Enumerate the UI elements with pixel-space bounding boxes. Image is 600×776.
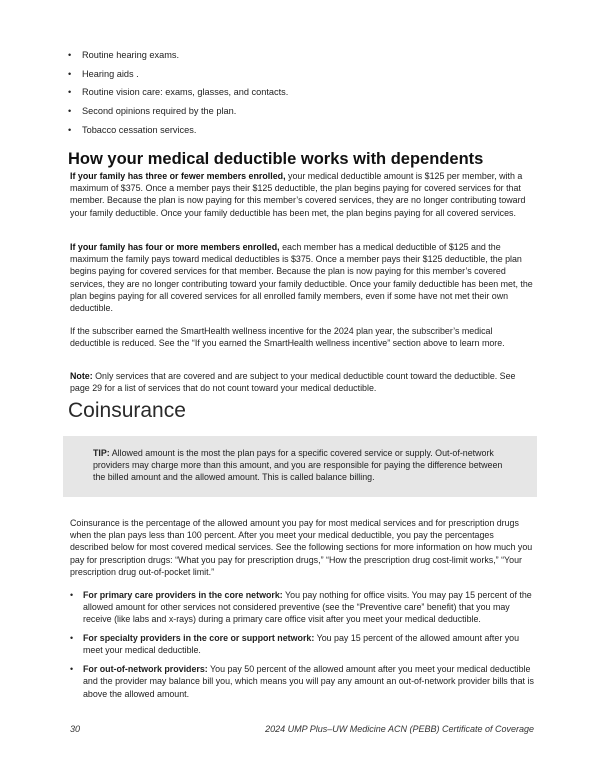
paragraph-body: each member has a medical deductible of $125 and the maximum the family pays toward medical deductibles is $375. Once a member pays their $125 deductible, the plan begins paying for covered services for that member. Because the plan is now paying for this member’s covered services, they are no longer contributing toward your family deductible. Once your family deductible has been met, the plan begins paying for all covered services for all enrolled family members, even if some have not met their own deductible.: [70, 242, 533, 314]
tip-body: Allowed amount is the most the plan pays for a specific covered service or supply. Out-of-network providers may charge more than this amount, and you are responsible for paying the difference between the billed amount and the allowed amount. This is called balance billing.: [93, 448, 503, 483]
paragraph-smarthealth: If the subscriber earned the SmartHealth wellness incentive for the 2024 plan year, the subscriber’s medical deductible is reduced. See the “If you earned the SmartHealth wellness incentive” section above to learn more.: [70, 326, 505, 349]
list-item-body: You pay 50 percent of the allowed amount after you meet your medical deductible and the provider may balance bill you, which means you will pay any amount an out-of-network provider bills that is above the allowed amount.: [83, 664, 534, 699]
list-item-body: You pay nothing for office visits. You may pay 15 percent of the allowed amount for other services not considered preventive (see the “Preventive care” benefit) that you may receive (like labs and x-rays) during a primary care office visit after you meet your medical deductible.: [83, 590, 532, 625]
tip-text: [93, 447, 508, 484]
footer-title: 2024 UMP Plus–UW Medicine ACN (PEBB) Certificate of Coverage: [265, 724, 534, 734]
covered-services-list: [68, 49, 538, 142]
paragraph-note: [70, 370, 534, 394]
list-item: [70, 589, 536, 626]
paragraph-three-or-fewer: [70, 170, 534, 219]
paragraph-lead: If your family has three or fewer members enrolled,: [70, 171, 286, 181]
list-item: [70, 632, 536, 656]
note-label: Note:: [70, 371, 93, 381]
list-item-body: You pay 15 percent of the allowed amount after you meet your medical deductible.: [83, 633, 520, 656]
list-item: • Routine vision care: exams, glasses, and contacts.: [68, 86, 538, 98]
list-item-lead: For out-of-network providers:: [83, 664, 208, 675]
list-item: • Hearing aids .: [68, 68, 538, 80]
paragraph-four-or-more: [70, 241, 534, 314]
list-item: • Tobacco cessation services.: [68, 124, 538, 136]
section-heading: How your medical deductible works with dependents: [68, 150, 484, 168]
coinsurance-heading: Coinsurance: [68, 399, 186, 422]
paragraph-body: your medical deductible amount is $125 per member, with a maximum of $375. Once a member pays their $125 deductible, the plan begins paying for covered services for that member. Because the plan is now paying for this member’s covered services, they are no longer contributing toward your family deductible. Once your family deductible has been met, the plan begins paying for all covered services.: [70, 171, 526, 218]
paragraph-lead: If your family has four or more members enrolled,: [70, 242, 280, 252]
page-number: 30: [70, 724, 81, 734]
tip-label: TIP:: [93, 448, 110, 458]
list-item: • Routine hearing exams.: [68, 49, 538, 61]
paragraph-coinsurance: Coinsurance is the percentage of the allowed amount you pay for most medical services and for prescription drugs when the plan pays less than 100 percent. After you meet your medical deductible, you pay the percentages described below for most covered medical services. See the following sections for more information on how much you pay for prescription drugs: “What you pay for prescription drugs,” “How the prescription drug cost-limit works,” “Your prescription drug out-of-pocket limit.”: [70, 518, 533, 577]
list-item: • Second opinions required by the plan.: [68, 105, 538, 117]
provider-coinsurance-list: [70, 589, 536, 706]
paragraph-body: Only services that are covered and are subject to your medical deductible count toward the deductible. See page 29 for a list of services that do not count toward your medical deductible.: [70, 371, 516, 394]
list-item-lead: For specialty providers in the core or support network:: [83, 633, 315, 644]
tip-box: [63, 436, 537, 497]
list-item-lead: For primary care providers in the core network:: [83, 590, 283, 600]
list-item: [70, 663, 536, 700]
